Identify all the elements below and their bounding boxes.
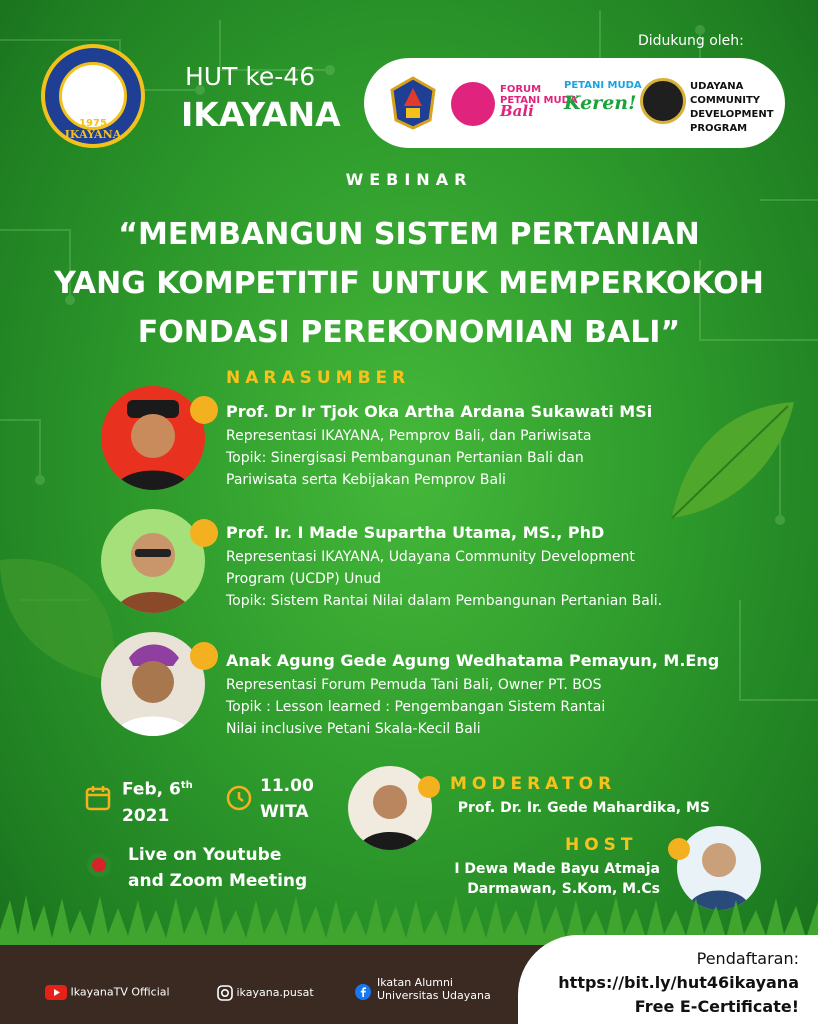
clock-icon <box>225 784 253 812</box>
ikayana-logo <box>41 44 145 148</box>
host-dot-icon <box>668 838 690 860</box>
ucdp-logo-icon <box>640 78 686 124</box>
youtube-icon <box>45 985 67 1000</box>
person-icon <box>348 766 432 850</box>
host-name: I Dewa Made Bayu Atmaja Darmawan, S.Kom, M.Cs <box>454 861 660 897</box>
logo-year: 1975 <box>79 118 107 129</box>
speaker-photo <box>101 509 205 613</box>
title-line: YANG KOMPETITIF UNTUK MEMPERKOKOH <box>54 266 764 301</box>
speaker-description: Representasi IKAYANA, Pemprov Bali, dan Pariwisata Topik: Sinergisasi Pembangunan Pertanian Bali dan Pariwisata serta Kebijakan Pemprov Bali <box>226 428 592 488</box>
speaker-dot-icon <box>190 519 218 547</box>
pemprov-bali-logo-icon <box>388 76 438 130</box>
hut-label: HUT ke-46 <box>185 62 316 91</box>
host-label: HOST <box>565 835 638 855</box>
registration-box <box>518 935 818 1024</box>
forum-petani-muda-logo-icon <box>451 82 495 126</box>
person-icon <box>101 386 205 490</box>
title-line: “MEMBANGUN SISTEM PERTANIAN <box>118 217 700 252</box>
speaker-dot-icon <box>190 396 218 424</box>
speaker-description: Representasi IKAYANA, Udayana Community Development Program (UCDP) Unud Topik: Sistem Rantai Nilai dalam Pembangunan Pertanian Bali. <box>226 549 663 609</box>
instagram-icon <box>217 985 233 1001</box>
youtube-link[interactable]: IkayanaTV Official <box>45 985 170 1000</box>
event-date: Feb, 6th 2021 <box>122 779 193 826</box>
title-line: FONDASI PEREKONOMIAN BALI” <box>137 315 681 350</box>
facebook-link[interactable]: Ikatan Alumni Universitas Udayana <box>355 976 491 1002</box>
webinar-title <box>20 210 798 357</box>
org-title: IKAYANA <box>181 95 341 134</box>
person-icon <box>101 632 205 736</box>
live-record-icon <box>86 852 112 878</box>
live-info: Live on Youtube and Zoom Meeting <box>128 845 308 891</box>
speaker-name: Prof. Dr Ir Tjok Oka Artha Ardana Sukawati MSi <box>226 402 653 421</box>
petani-muda-keren-text: Keren! <box>564 92 637 114</box>
speaker-name: Anak Agung Gede Agung Wedhatama Pemayun, M.Eng <box>226 651 720 670</box>
facebook-icon <box>355 984 371 1000</box>
speaker-photo <box>101 632 205 736</box>
speaker-description: Representasi Forum Pemuda Tani Bali, Owner PT. BOS Topik : Lesson learned : Pengembangan Sistem Rantai Nilai inclusive Petani Skala-Kecil Bali <box>226 677 606 737</box>
ucdp-text: UDAYANA COMMUNITY DEVELOPMENT PROGRAM <box>690 81 774 134</box>
moderator-dot-icon <box>418 776 440 798</box>
leaf-icon <box>668 398 798 522</box>
moderator-photo <box>348 766 432 850</box>
petani-muda-small-text: PETANI MUDA <box>564 80 642 91</box>
moderator-name: Prof. Dr. Ir. Gede Mahardika, MS <box>457 800 710 816</box>
speaker-photo <box>101 386 205 490</box>
logo-name: IKAYANA <box>64 128 122 141</box>
narasumber-label: NARASUMBER <box>226 368 411 388</box>
instagram-link[interactable]: ikayana.pusat <box>217 985 314 1001</box>
forum-petani-muda-text: FORUM PETANI MUDA Bali <box>500 84 578 120</box>
registration-link[interactable]: https://bit.ly/hut46ikayana <box>558 973 799 992</box>
registration-label: Pendaftaran: <box>696 949 799 968</box>
moderator-label: MODERATOR <box>450 774 617 794</box>
event-time: 11.00 WITA <box>260 776 314 822</box>
calendar-icon <box>84 784 112 812</box>
webinar-label: WEBINAR <box>345 170 473 189</box>
sponsor-logos <box>364 58 785 148</box>
person-icon <box>101 509 205 613</box>
supported-by-label: Didukung oleh: <box>638 33 744 49</box>
speaker-dot-icon <box>190 642 218 670</box>
certificate-note: Free E-Certificate! <box>634 997 799 1016</box>
speaker-name: Prof. Ir. I Made Supartha Utama, MS., PhD <box>226 523 605 542</box>
